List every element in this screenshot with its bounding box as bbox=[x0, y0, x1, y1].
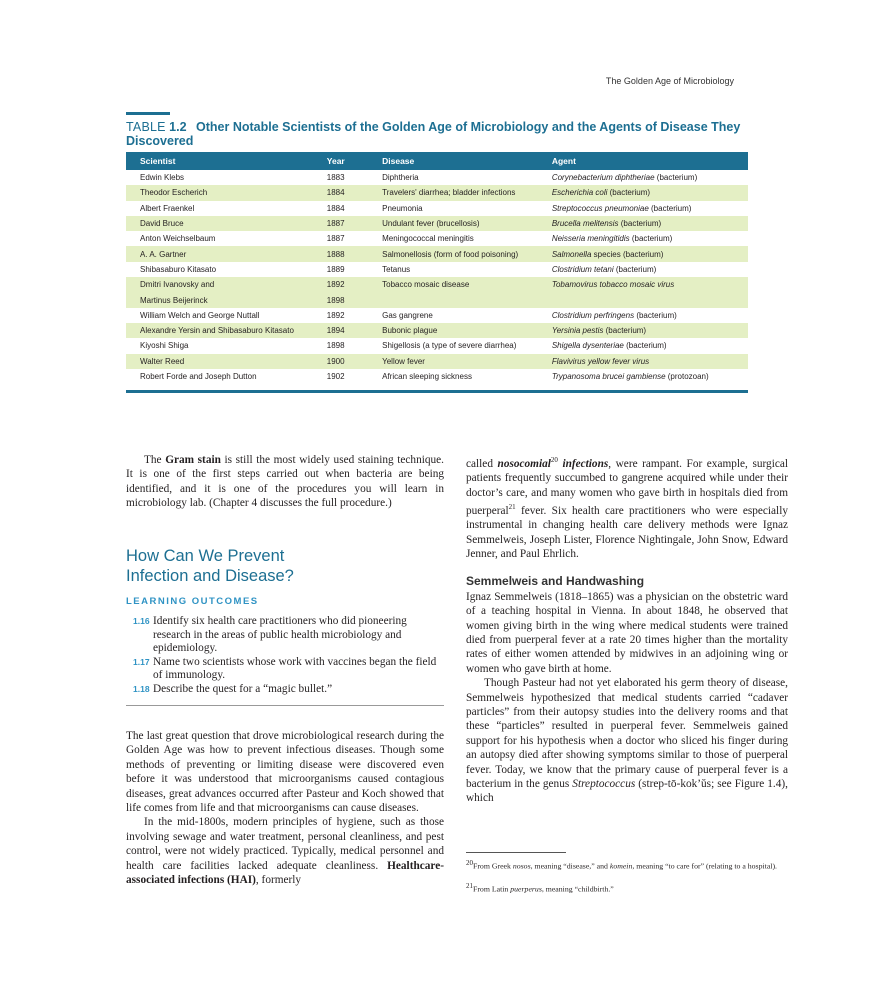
nosocomial-text-a: called bbox=[466, 457, 498, 470]
table-row bbox=[126, 170, 748, 185]
cell-scientist: Alexandre Yersin and Shibasaburo Kitasato bbox=[126, 323, 327, 338]
agent-name: Tobamovirus tobacco mosaic virus bbox=[551, 280, 675, 290]
cell-agent bbox=[552, 323, 748, 338]
section-heading-line-1: How Can We Prevent bbox=[126, 547, 285, 565]
footnote-ref-20: 20 bbox=[550, 456, 558, 464]
cell-disease: Salmonellosis (form of food poisoning) bbox=[382, 246, 552, 261]
cell-scientist: A. A. Gartner bbox=[126, 246, 327, 261]
gram-stain-paragraph bbox=[126, 453, 444, 511]
cell-agent bbox=[552, 246, 748, 261]
paragraph-hygiene bbox=[126, 815, 444, 887]
table-row bbox=[126, 201, 748, 216]
cell-scientist: Kiyoshi Shiga bbox=[140, 341, 189, 351]
footnote-text: , meaning “childbirth.” bbox=[541, 884, 614, 894]
cell-year: 1892 bbox=[326, 310, 345, 320]
cell-year: 1894 bbox=[327, 323, 382, 338]
col-header-disease: Disease bbox=[382, 152, 552, 170]
agent-type: (bacterium) bbox=[623, 341, 667, 351]
footnote-ref-21: 21 bbox=[508, 502, 516, 511]
agent-name: Escherichia coli bbox=[551, 188, 608, 198]
nosocomial-text-c: fever. Six health care practitioners who were especially instrumental in changing health care delivery methods were Ignaz Semmelweis, Joseph Lister, Florence Nightingale, John Snow, Edward Jenner, and Paul Ehrlich. bbox=[466, 504, 788, 560]
cell-agent bbox=[552, 201, 748, 216]
agent-name: Flavivirus yellow fever virus bbox=[551, 356, 650, 366]
table-row bbox=[126, 323, 748, 338]
gram-text-b: is still the most widely used staining technique. It is one of the first steps carried out when bacteria are being identified, and it is one of the procedures you will learn in microbiology lab. (Chapter 4 discusses the full procedure.) bbox=[126, 454, 444, 510]
table-title bbox=[126, 120, 748, 148]
right-body-text bbox=[466, 453, 788, 806]
agent-name: Corynebacterium diphtheriae bbox=[551, 173, 655, 183]
cell-year: 1887 bbox=[327, 216, 382, 231]
table-row bbox=[126, 369, 748, 384]
table-caption: Other Notable Scientists of the Golden Age of Microbiology and the Agents of Disease They Discovered bbox=[126, 120, 741, 148]
agent-type: (bacterium) bbox=[603, 326, 647, 336]
paragraph-semmelweis: Ignaz Semmelweis (1818–1865) was a physician on the obstetric ward of a teaching hospital in Vienna. In about 1848, he observed that women giving birth in the wing where medical students were trained died from puerperal fever at a rate 20 times higher than the mortality rates of either women attended by midwives in an adjoining wing or women who gave birth at home. bbox=[466, 590, 788, 675]
outcome-item bbox=[126, 656, 444, 683]
agent-name: Brucella melitensis bbox=[551, 219, 619, 229]
agent-type: (bacterium) bbox=[654, 173, 698, 183]
agent-name: Clostridium tetani bbox=[551, 264, 614, 274]
paragraph-prevention: The last great question that drove microbiological research during the Golden Age was how to prevent infectious diseases. Though some methods of preventing or limiting disease were discovered even before it was understood that microorganisms caused contagious diseases, great advances occurred after Pasteur and Koch showed that life comes from life and that microorganisms can cause diseases. bbox=[126, 730, 444, 815]
cell-agent bbox=[552, 292, 748, 307]
agent-name: Neisseria meningitidis bbox=[551, 234, 630, 244]
learning-outcomes-rule bbox=[126, 705, 444, 706]
table-row bbox=[126, 262, 748, 277]
agent-type: (bacterium) bbox=[648, 203, 692, 213]
cell-year: 1902 bbox=[326, 372, 345, 381]
cell-year: 1887 bbox=[326, 234, 345, 244]
section-heading-line-2: Infection and Disease? bbox=[126, 567, 294, 585]
learning-outcomes-heading: LEARNING OUTCOMES bbox=[126, 596, 259, 607]
table-row bbox=[126, 338, 748, 353]
outcome-text: Name two scientists whose work with vaccines began the field of immunology. bbox=[153, 655, 437, 682]
col-header-year: Year bbox=[327, 152, 382, 170]
cell-scientist: David Bruce bbox=[126, 216, 327, 231]
learning-outcomes-list bbox=[126, 615, 444, 697]
table-body bbox=[126, 170, 748, 384]
cell-disease: Tetanus bbox=[382, 264, 411, 274]
cell-year: 1884 bbox=[326, 203, 345, 213]
cell-scientist: Anton Weichselbaum bbox=[140, 234, 216, 244]
cell-agent bbox=[552, 354, 748, 369]
table-row bbox=[126, 231, 748, 246]
scientists-table bbox=[126, 152, 748, 384]
table-row bbox=[126, 216, 748, 231]
table-row bbox=[126, 277, 748, 292]
cell-agent bbox=[552, 231, 748, 246]
footnote-term: nosos bbox=[512, 861, 531, 871]
table-label: TABLE bbox=[126, 120, 166, 134]
table-number: 1.2 bbox=[169, 120, 187, 134]
cell-disease: Meningococcal meningitis bbox=[382, 234, 474, 244]
cell-year: 1889 bbox=[326, 264, 345, 274]
outcome-item bbox=[126, 683, 444, 697]
cell-scientist: Walter Reed bbox=[126, 354, 327, 369]
table-top-rule bbox=[126, 112, 170, 115]
agent-type: species (bacterium) bbox=[591, 249, 664, 259]
hai-term: Healthcare-associated infections (HAI) bbox=[126, 859, 444, 887]
agent-name: Trypanosoma brucei gambiense bbox=[551, 372, 666, 381]
hygiene-text-b: , formerly bbox=[255, 874, 302, 887]
cell-scientist: William Welch and George Nuttall bbox=[140, 310, 260, 320]
agent-type: (bacterium) bbox=[613, 264, 657, 274]
agent-name: Clostridium perfringens bbox=[551, 310, 635, 320]
cell-agent bbox=[552, 185, 748, 200]
infections-term: infections bbox=[557, 457, 609, 470]
cell-scientist: Edwin Klebs bbox=[140, 173, 185, 183]
cell-scientist: Dmitri Ivanovsky and bbox=[126, 277, 327, 292]
hygiene-text-a: In the mid-1800s, modern principles of hygiene, such as those involving sewage and water treatment, personal cleanliness, and pest control, were not widely practiced. Typically, medical personnel and health care facilities lacked adequate cleanliness. bbox=[126, 816, 444, 872]
gram-text-a: The bbox=[144, 454, 166, 466]
agent-name: Salmonella bbox=[551, 249, 592, 259]
table-header-row bbox=[126, 152, 748, 170]
cell-year: 1888 bbox=[327, 246, 382, 261]
subsection-heading: Semmelweis and Handwashing bbox=[466, 574, 645, 589]
agent-name: Streptococcus pneumoniae bbox=[551, 203, 649, 213]
nosocomial-term: nosocomial bbox=[497, 457, 551, 470]
cell-agent bbox=[552, 338, 748, 353]
col-header-agent: Agent bbox=[552, 152, 748, 170]
cell-agent bbox=[552, 277, 748, 292]
cadaver-text-a: Though Pasteur had not yet elaborated his germ theory of disease, Semmelweis hypothesized that medical students carried “cadaver particles” from their autopsy studies into the delivery rooms and that these “particles” resulted in puerperal fever. Semmelweis gained support for his hypothesis when a doctor who sliced his finger during an autopsy died after showing symptoms similar to those of puerperal fever. Today, we know that the primary cause of puerperal fever is a bacterium in the genus bbox=[466, 677, 788, 791]
col-header-scientist: Scientist bbox=[126, 152, 327, 170]
section-heading bbox=[126, 546, 294, 586]
outcome-number: 1.18 bbox=[133, 683, 150, 694]
footnote-rule bbox=[466, 852, 566, 853]
cell-agent bbox=[552, 369, 748, 384]
cell-year: 1898 bbox=[326, 341, 345, 351]
gram-stain-term: Gram stain bbox=[165, 454, 221, 466]
cell-scientist: Robert Forde and Joseph Dutton bbox=[140, 372, 257, 381]
agent-type: (protozoan) bbox=[665, 372, 709, 381]
cell-scientist: Martinus Beijerinck bbox=[126, 292, 327, 307]
agent-type: (bacterium) bbox=[607, 188, 651, 198]
agent-type: (bacterium) bbox=[629, 234, 673, 244]
table-row bbox=[126, 354, 748, 369]
table-bottom-rule bbox=[126, 390, 748, 393]
footnote-text: From Latin bbox=[473, 884, 511, 894]
table-row bbox=[126, 308, 748, 323]
cell-disease: Pneumonia bbox=[382, 203, 423, 213]
table-row bbox=[126, 246, 748, 261]
cell-disease: Undulant fever (brucellosis) bbox=[382, 216, 552, 231]
agent-name: Yersinia pestis bbox=[551, 326, 604, 336]
footnote-20 bbox=[466, 858, 788, 872]
agent-type: (bacterium) bbox=[618, 219, 662, 229]
cell-year: 1884 bbox=[327, 185, 382, 200]
cell-year: 1900 bbox=[327, 354, 382, 369]
cell-agent bbox=[552, 216, 748, 231]
cell-disease: Diphtheria bbox=[382, 173, 419, 183]
streptococcus-term: Streptococcus bbox=[572, 778, 636, 791]
cell-agent bbox=[552, 170, 748, 185]
cell-disease: Bubonic plague bbox=[382, 323, 552, 338]
left-body-text bbox=[126, 729, 444, 887]
agent-name: Shigella dysenteriae bbox=[551, 341, 624, 351]
footnote-number: 20 bbox=[466, 859, 473, 867]
paragraph-nosocomial bbox=[466, 453, 788, 561]
table-row bbox=[126, 185, 748, 200]
cell-scientist: Theodor Escherich bbox=[126, 185, 327, 200]
outcome-number: 1.17 bbox=[133, 656, 150, 667]
outcome-text: Identify six health care practitioners who did pioneering research in the areas of public health microbiology and epidemiology. bbox=[153, 615, 407, 655]
cell-disease bbox=[382, 292, 552, 307]
cell-disease: Yellow fever bbox=[382, 354, 552, 369]
footnote-21 bbox=[466, 881, 788, 895]
agent-type: (bacterium) bbox=[634, 310, 677, 320]
nosocomial-text-b: , were rampant. For example, surgical patients frequently succumbed to gangrene acquired while under their doctor’s care, and many women who gave birth in hospitals died from puerperal bbox=[466, 457, 788, 517]
paragraph-cadaver-particles bbox=[466, 676, 788, 806]
cell-year: 1898 bbox=[327, 292, 382, 307]
cell-disease: Gas gangrene bbox=[382, 310, 433, 320]
footnote-text: , meaning “to care for” (relating to a hospital). bbox=[632, 861, 777, 871]
outcome-number: 1.16 bbox=[133, 616, 150, 626]
cell-scientist: Shibasaburo Kitasato bbox=[140, 264, 217, 274]
cell-disease: Travelers' diarrhea; bladder infections bbox=[382, 185, 552, 200]
footnote-term: puerperus bbox=[510, 884, 542, 894]
running-head: The Golden Age of Microbiology bbox=[605, 76, 734, 86]
cell-scientist: Albert Fraenkel bbox=[140, 203, 195, 213]
outcome-text: Describe the quest for a “magic bullet.” bbox=[153, 682, 333, 695]
cadaver-text-b: (strep-tō-kok’ŭs; see Figure 1.4), which bbox=[466, 778, 788, 805]
cell-year: 1883 bbox=[326, 173, 345, 183]
cell-disease: Tobacco mosaic disease bbox=[382, 277, 552, 292]
footnote-number: 21 bbox=[466, 882, 473, 890]
footnote-text: , meaning “disease,” and bbox=[530, 861, 610, 871]
cell-year: 1892 bbox=[327, 277, 382, 292]
cell-agent bbox=[552, 262, 748, 277]
outcome-item bbox=[126, 615, 444, 656]
cell-agent bbox=[552, 308, 748, 323]
cell-disease: Shigellosis (a type of severe diarrhea) bbox=[382, 341, 517, 351]
table-1-2 bbox=[126, 112, 748, 393]
footnote-text: From Greek bbox=[473, 861, 513, 871]
footnote-term: komein bbox=[609, 861, 633, 871]
table-row bbox=[126, 292, 748, 307]
cell-disease: African sleeping sickness bbox=[382, 372, 472, 381]
